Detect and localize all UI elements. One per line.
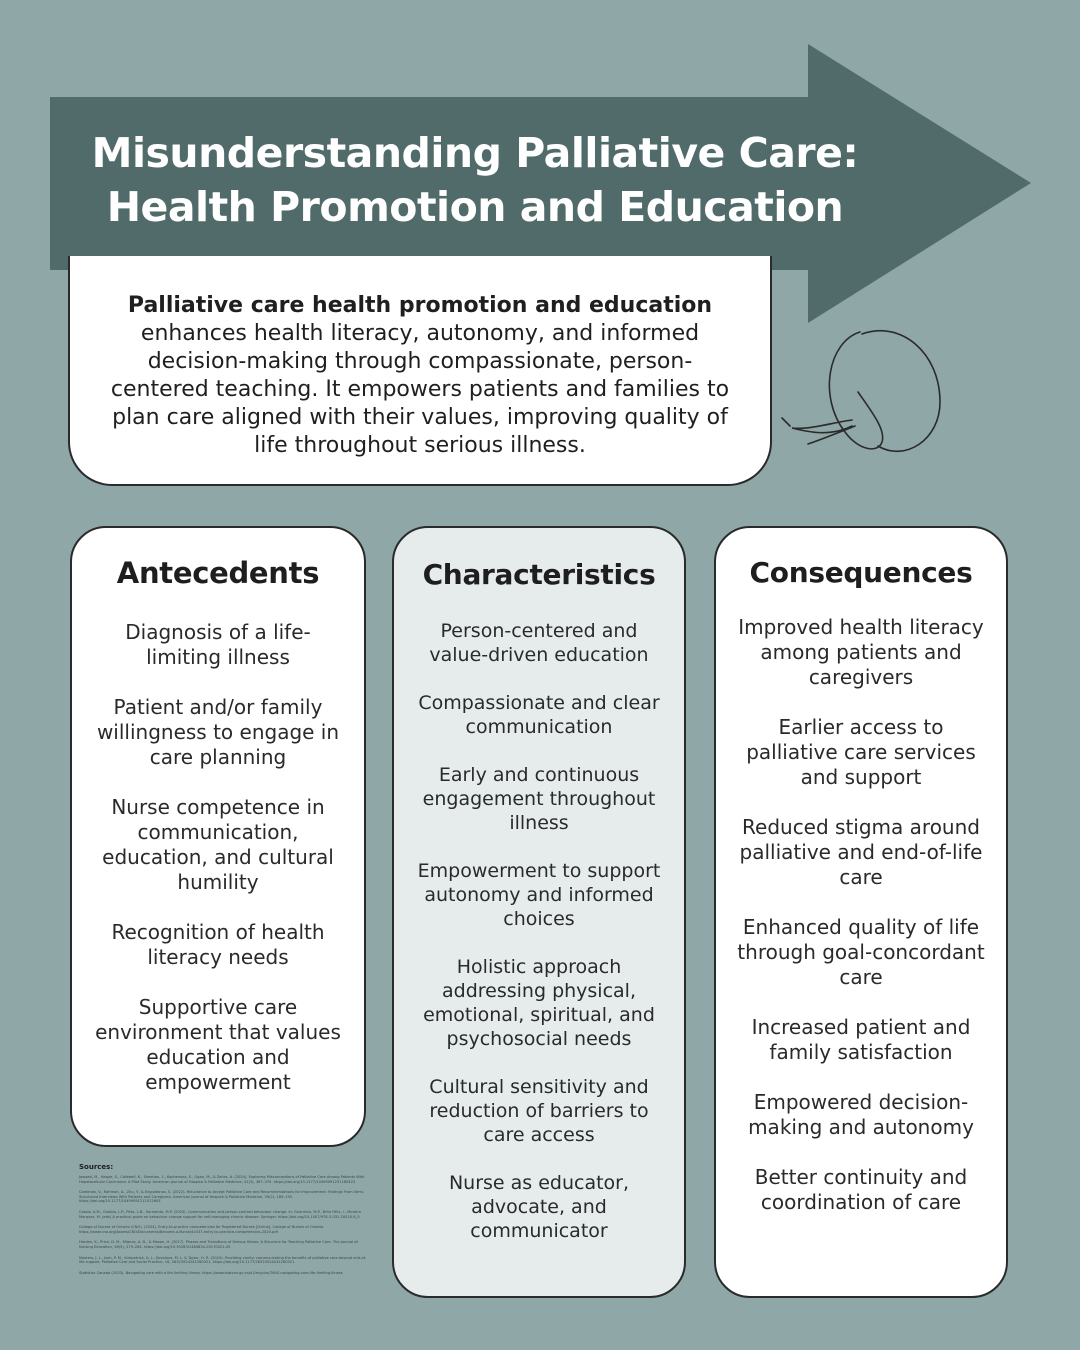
list-item: Patient and/or family willingness to engage in care planning [96, 695, 340, 769]
list-item: Enhanced quality of life through goal-concordant care [737, 915, 985, 989]
list-item: Person-centered and value-driven education [429, 620, 649, 666]
consequences-card [714, 526, 1008, 1298]
antecedents-card [70, 526, 366, 1147]
list-item: Increased patient and family satisfaction [751, 1015, 971, 1064]
list-item: Supportive care environment that values education and empowerment [95, 995, 341, 1094]
page-title-line-2: Health Promotion and Education [106, 183, 844, 231]
source-reference: Harden, K., Price, D. M., Mignos, A. D., & Mason, H. (2017). Phases and Transitions of Serious Illness: A Structure for Teaching Palliative Care. The Journal of Nursing Education, 56(5), 279–284. https://doi.org/10.3928/01484834-20170421-05 [79, 1240, 358, 1249]
source-reference: Masters, J. L., Josh, P. M., Kirkpatrick, A. L., Kovalova, M. L. & Taylor, H. R. (2024). Providing clarity: communicating the benefits of palliative care beyond end-of-life support. Palliative Care and Social Practice, 18, 26323524241260321. https://doi.org/10.1177/26323524241260321 [79, 1255, 367, 1265]
list-item: Empowered decision-making and autonomy [748, 1090, 974, 1139]
characteristics-card [392, 526, 686, 1298]
source-reference: Cassia, A.M., Gubbia, L.P., Pitta, L.B., Sarmento, M.P. (2020). Communication and person-centred behaviour change. In: Guerreiro, M.P., Brito Félix, I., Moreira Marques, M. (eds) A practical guide on behaviour change support for self-managing chronic disease. Springer. https://doi.org/10.1007/978-3-031-20010-6_5 [79, 1209, 361, 1219]
list-item: Reduced stigma around palliative and end-of-life care [739, 815, 983, 889]
list-item: Empowerment to support autonomy and informed choices [417, 860, 661, 930]
list-item: Recognition of health literacy needs [111, 920, 325, 969]
list-item: Improved health literacy among patients and caregivers [738, 615, 984, 689]
sources-section [79, 1163, 369, 1281]
list-item: Diagnosis of a life-limiting illness [125, 620, 311, 669]
consequences-list [732, 615, 990, 1215]
antecedents-heading: Antecedents [116, 556, 320, 590]
intro-text: enhances health literacy, autonomy, and informed decision-making through compassionate, person-centered teaching. It empowers patients and families to plan care aligned with their values, improving quality of life throughout serious illness. [110, 321, 730, 458]
page-title [50, 126, 900, 234]
list-item: Nurse competence in communication, education, and cultural humility [102, 795, 334, 894]
page-title-line-1: Misunderstanding Palliative Care: [91, 129, 859, 177]
characteristics-list [410, 619, 668, 1243]
list-item: Cultural sensitivity and reduction of barriers to care access [429, 1076, 649, 1146]
intro-bold-lead: Palliative care health promotion and education [127, 293, 713, 318]
butterfly-icon [780, 322, 970, 462]
source-reference: Statistics Canada (2023). Navigating care with a life-limiting illness. https://www.statcan.gc.ca/o1/en/plus/7640-navigating-care-life-limiting-illness [79, 1270, 343, 1275]
consequences-heading: Consequences [749, 556, 973, 589]
source-reference: Cardenas, V., Rahman, A., Zhu, Y., & Enguidanos, S. (2022). Reluctance to Accept Palliative Care and Recommendations for Improvement: Findings From Semi-Structured Interviews With Patients and Caregivers. American Journal of Hospice & Palliative Medicine, 39(2), 189–195. https://doi.org/10.1177/10499091211012605 [79, 1190, 365, 1204]
antecedents-list [88, 620, 348, 1095]
sources-heading: Sources: [79, 1163, 114, 1171]
list-item: Better continuity and coordination of care [754, 1165, 968, 1214]
source-reference: College of Nurses of Ontario (CNO). (2024). Entry-to-practice competencies for Registered Nurses [Online]. College of Nurses of Ontario. https://www.cno.org/Assets/CNO/Documents/Become-a-Nurse/41037-entry-to-practice-competencies-2020.pdf [79, 1225, 325, 1234]
intro-box [68, 256, 772, 486]
list-item: Holistic approach addressing physical, emotional, spiritual, and psychosocial needs [423, 956, 655, 1050]
list-item: Compassionate and clear communication [418, 692, 660, 738]
list-item: Earlier access to palliative care services and support [746, 715, 976, 789]
list-item: Early and continuous engagement throughout illness [422, 764, 656, 834]
source-reference: Jawaad, M., Haque, S., Caldwell, K., Sheehan, L., Kochendas, E., Ogan, M., & Zahra, A. (2024). Exploring Misconceptions of Palliative Care Among Patients With Hepatocellular Carcinoma: A Pilot Study. American Journal of Hospice & Palliative Medicine, 41(3), 367–370. https://doi.org/10.1177/10499091231185423 [79, 1175, 365, 1184]
list-item: Nurse as educator, advocate, and communicator [448, 1172, 630, 1242]
characteristics-heading: Characteristics [422, 558, 656, 591]
